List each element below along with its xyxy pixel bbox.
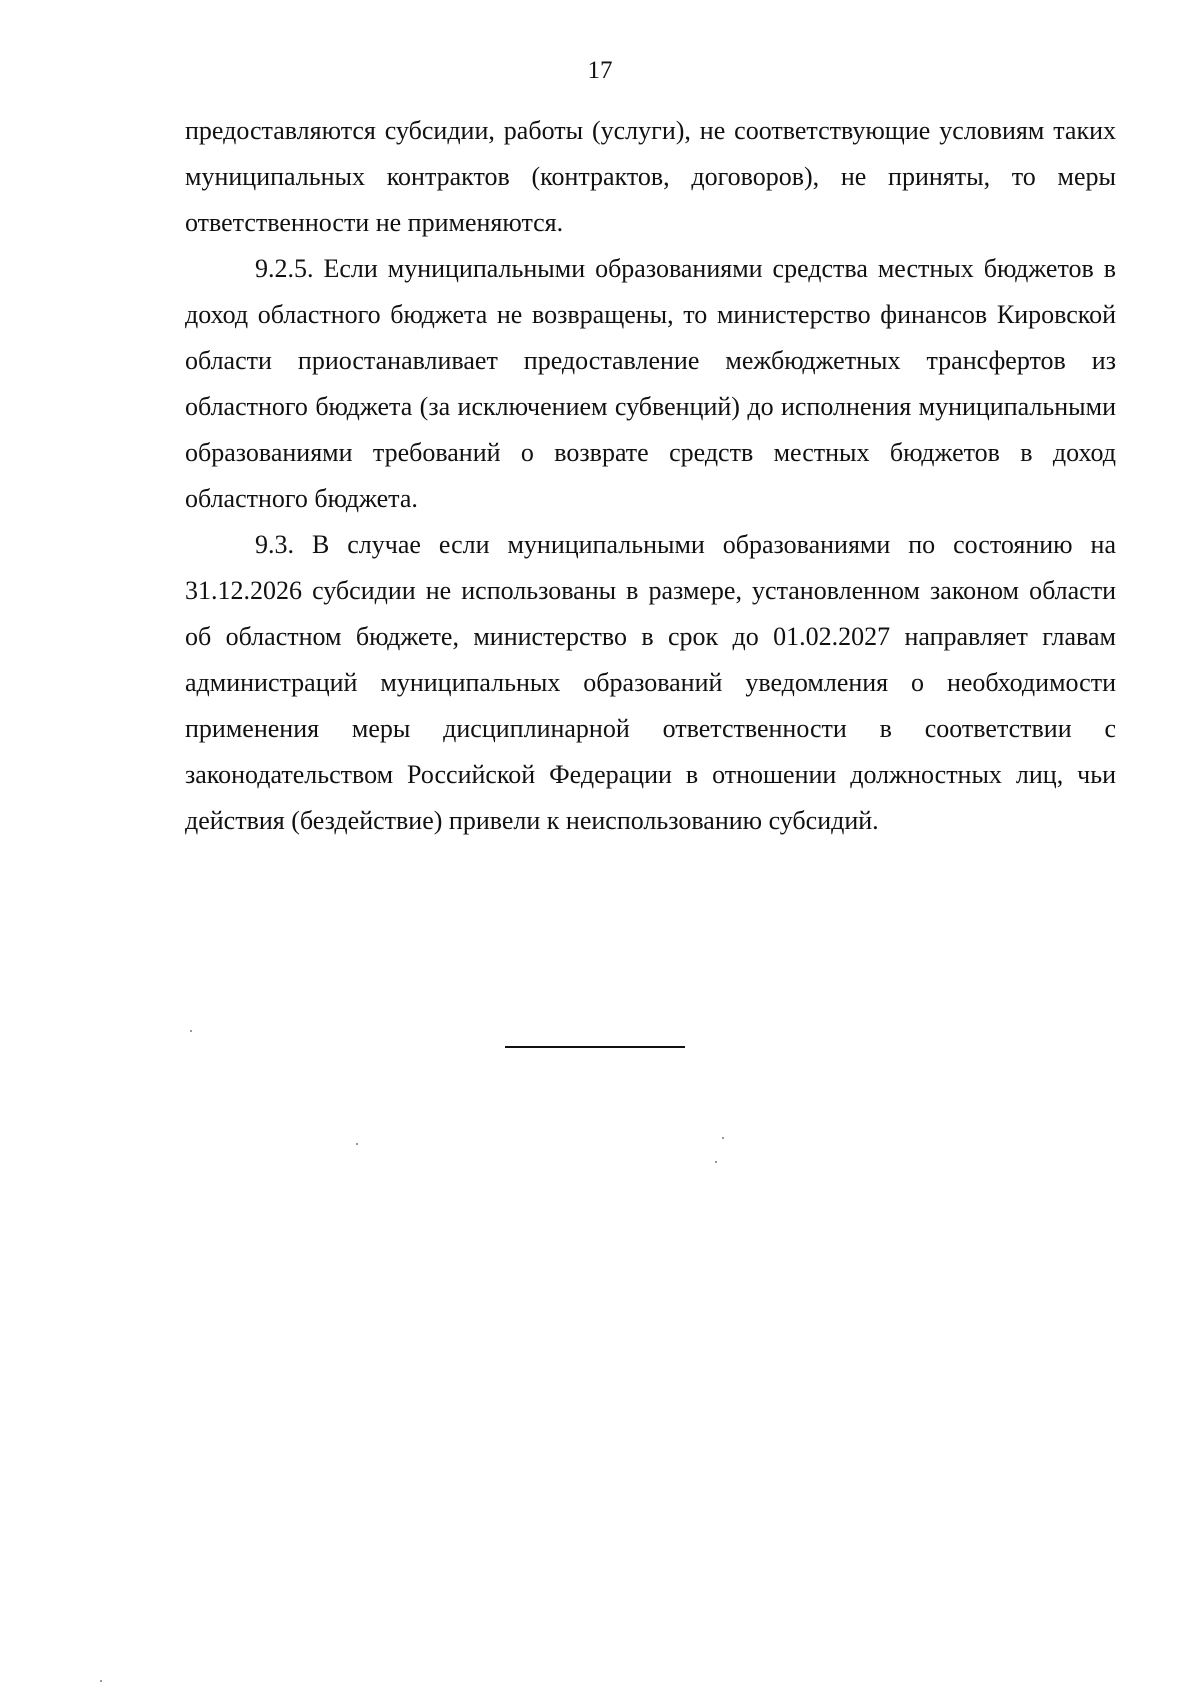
scan-speck bbox=[190, 1030, 192, 1032]
document-body bbox=[185, 108, 1116, 844]
scan-speck bbox=[715, 1161, 717, 1163]
paragraph-clause-9-3: 9.3. В случае если муниципальными образованиями по состоянию на 31.12.2026 субсидии не использованы в размере, установленном законом области об областном бюджете, министерство в срок до 01.02.2027 направляет главам администраций муниципальных образований уведомления о необходимости применения меры дисциплинарной ответственности в соответствии с законодательством Российской Федерации в отношении должностных лиц, чьи действия (бездействие) привели к неиспользованию субсидий. bbox=[185, 530, 1116, 835]
paragraph-continuation: предоставляются субсидии, работы (услуги), не соответствующие условиям таких муниципальных контрактов (контрактов, договоров), не приняты, то меры ответственности не применяются. bbox=[185, 116, 1116, 237]
scan-speck bbox=[722, 1137, 724, 1139]
paragraph-clause-9-2-5: 9.2.5. Если муниципальными образованиями средства местных бюджетов в доход областного бюджета не возвращены, то министерство финансов Кировской области приостанавливает предоставление межбюджетных трансфертов из областного бюджета (за исключением субвенций) до исполнения муниципальными образованиями требований о возврате средств местных бюджетов в доход областного бюджета. bbox=[185, 254, 1116, 513]
page-number: 17 bbox=[587, 57, 613, 84]
scan-speck bbox=[100, 1680, 102, 1682]
end-of-text-rule bbox=[505, 1046, 685, 1048]
scan-speck bbox=[356, 1143, 358, 1145]
